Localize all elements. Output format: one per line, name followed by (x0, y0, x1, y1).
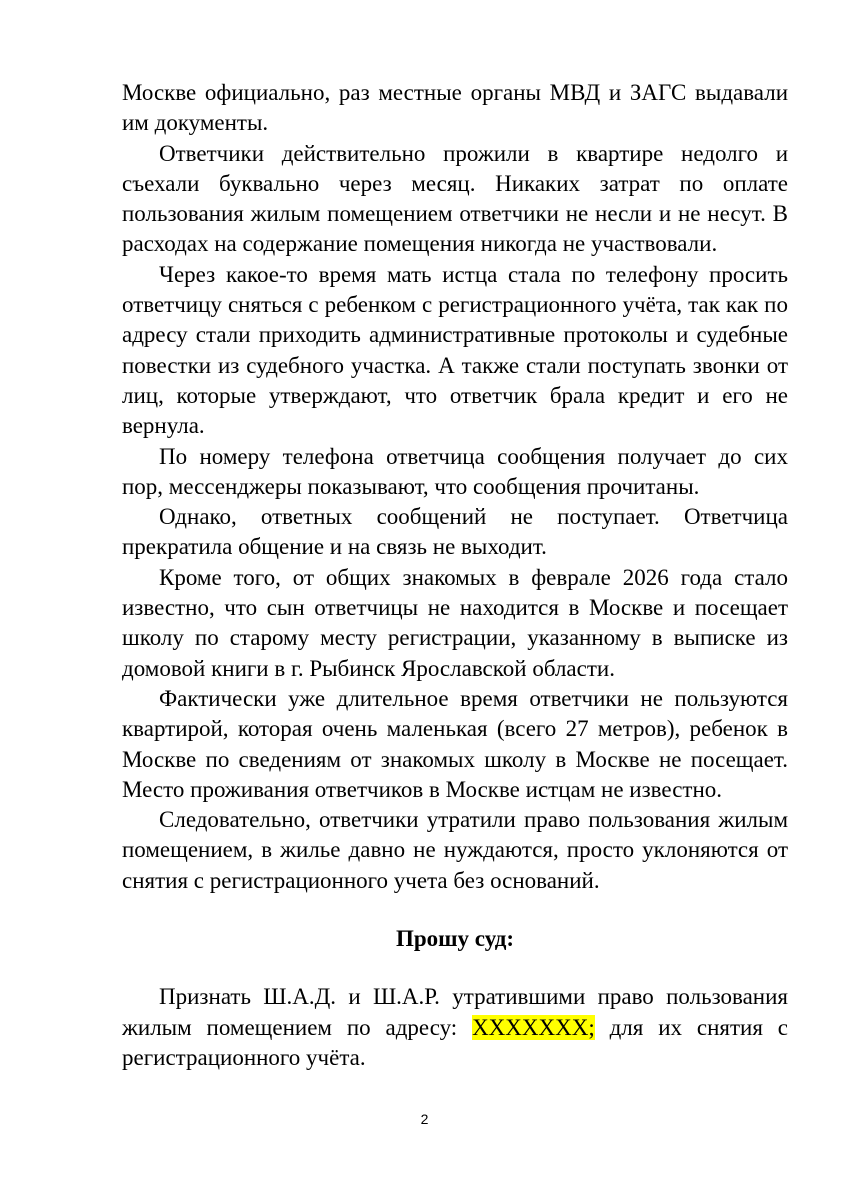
document-body (122, 78, 788, 1073)
paragraph-request (122, 982, 788, 1073)
paragraph-son-school: Кроме того, от общих знакомых в феврале 2026 года стало известно, что сын ответчицы не находится в Москве и посещает школу по старому месту регистрации, указанному в выписке из домовой книги в г. Рыбинск Ярославской области. (122, 564, 788, 681)
paragraph-deregistration-request: Через какое-то время мать истца стала по телефону просить ответчицу сняться с ребенком с регистрационного учёта, так как по адресу стали приходить административные протоколы и судебные повестки из судебного участка. А также стали поступать звонки от лиц, которые утверждают, что ответчик брала кредит и его не вернула. (122, 261, 788, 439)
request-text-before: Признать Ш.А.Д. и Ш.А.Р. утратившими право пользования жилым помещением по адресу: (122, 984, 788, 1040)
paragraph-conclusion: Следовательно, ответчики утратили право пользования жилым помещением, в жилье давно не нуждаются, просто уклоняются от снятия с регистрационного учета без оснований. (122, 807, 788, 893)
paragraph-continuation: Москве официально, раз местные органы МВД и ЗАГС выдавали им документы. (122, 80, 788, 136)
page-number: 2 (420, 1111, 429, 1127)
paragraph-defendants-moved-out: Ответчики действительно прожили в квартире недолго и съехали буквально через месяц. Никаких затрат по оплате пользования жилым помещением ответчики не несли и не несут. В расходах на содержание помещения никогда не участвовали. (122, 140, 788, 257)
paragraph-no-reply: Однако, ответных сообщений не поступает. Ответчица прекратила общение и на связь не выходит. (122, 504, 788, 560)
address-placeholder-highlight: XXXXXXX; (472, 1014, 595, 1040)
request-heading: Прошу суд: (395, 926, 515, 952)
request-text-after: для их снятия с регистрационного учёта. (122, 1014, 788, 1070)
paragraph-messages-read: По номеру телефона ответчица сообщения получает до сих пор, мессенджеры показывают, что сообщения прочитаны. (122, 443, 788, 499)
paragraph-not-using-apartment: Фактически уже длительное время ответчики не пользуются квартирой, которая очень маленькая (всего 27 метров), ребенок в Москве по сведениям от знакомых школу в Москве не посещает. Место проживания ответчиков в Москве истцам не известно. (122, 685, 788, 802)
